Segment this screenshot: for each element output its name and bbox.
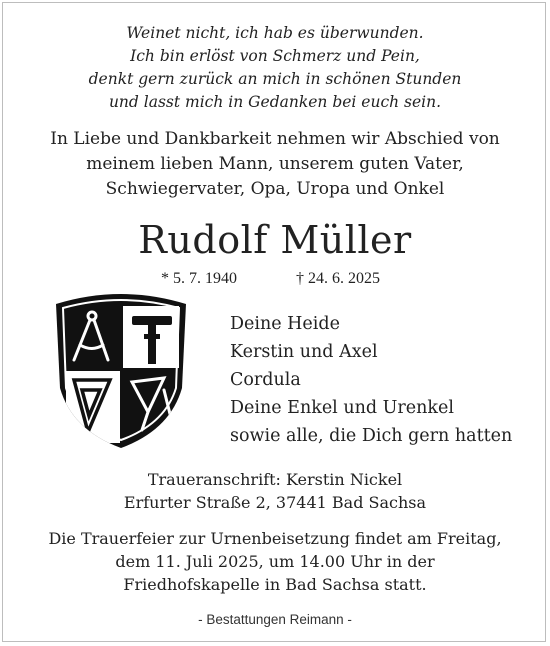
intro-text: [0, 127, 550, 202]
ceremony-line: Die Trauerfeier zur Urnenbeisetzung findet am Freitag,: [48, 529, 502, 548]
poem: [0, 22, 550, 114]
birth-date: * 5. 7. 1940: [161, 270, 237, 287]
deceased-name: Rudolf Müller: [138, 218, 412, 262]
mourner: Cordula: [230, 370, 301, 390]
intro-line: Schwiegervater, Opa, Uropa und Onkel: [105, 179, 445, 199]
mourner: Deine Heide: [230, 314, 340, 334]
mourner: Deine Enkel und Urenkel: [230, 398, 454, 418]
address-line: Erfurter Straße 2, 37441 Bad Sachsa: [123, 493, 427, 512]
ceremony-line: Friedhofskapelle in Bad Sachsa statt.: [123, 575, 427, 594]
mourner: sowie alle, die Dich gern hatten: [230, 426, 513, 446]
poem-line: denkt gern zurück an mich in schönen Stunden: [88, 70, 462, 88]
intro-line: meinem lieben Mann, unserem guten Vater,: [86, 154, 464, 174]
mourner: Kerstin und Axel: [230, 342, 378, 362]
ceremony-line: dem 11. Juli 2025, um 14.00 Uhr in der: [115, 552, 435, 571]
craftsman-guild-shield-icon: [52, 290, 190, 450]
mourners-list: [230, 310, 512, 450]
death-date: † 24. 6. 2025: [296, 270, 380, 287]
ceremony-info: [0, 527, 550, 596]
mourning-address: [0, 468, 550, 514]
address-line: Traueranschrift: Kerstin Nickel: [147, 470, 403, 489]
intro-line: In Liebe und Dankbarkeit nehmen wir Abschied von: [50, 129, 500, 149]
poem-line: Weinet nicht, ich hab es überwunden.: [126, 24, 424, 42]
undertaker: - Bestattungen Reimann -: [198, 612, 352, 627]
poem-line: Ich bin erlöst von Schmerz und Pein,: [130, 47, 420, 65]
poem-line: und lasst mich in Gedanken bei euch sein.: [108, 93, 442, 111]
